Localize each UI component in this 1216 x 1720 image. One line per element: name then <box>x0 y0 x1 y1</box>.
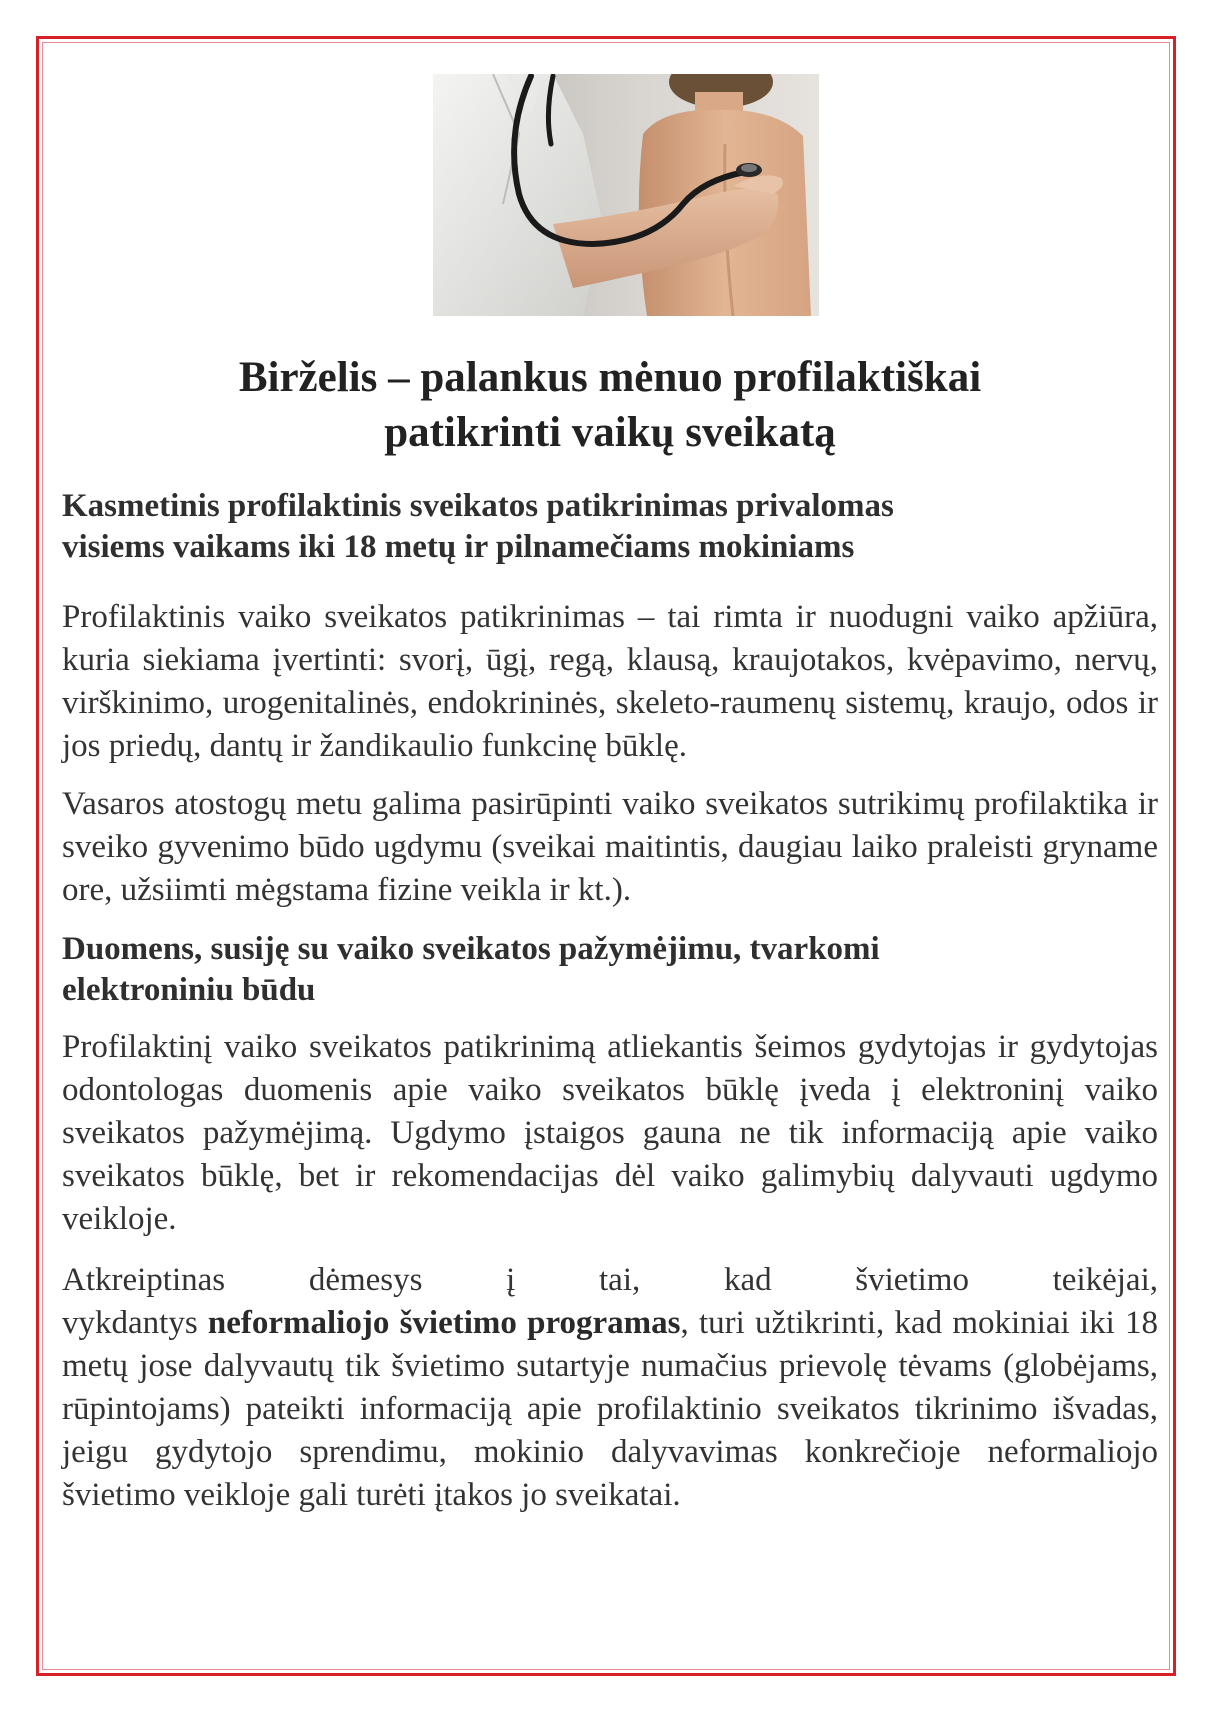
paragraph-notice-line1: Atkreiptinas dėmesys į tai, kad švietimo teikėjai, <box>62 1262 1158 1298</box>
paragraph-summer-prevention: Vasaros atostogų metu galima pasirūpinti vaiko sveikatos sutrikimų profilaktika ir sveiko gyvenimo būdo ugdymu (sveikai maitintis, daugiau laiko praleisti gryname ore, užsiimti mėgstama fizine veikla ir kt.). <box>62 786 1158 908</box>
paragraph-nonformal-part2: , turi užtikrinti, kad mokiniai iki 18 metų jose dalyvautų tik švietimo sutartyje numačius prievolę tėvams (globėjams, rūpintojams) pateikti informaciją apie profilaktinio sveikatos tikrinimo išvadas, jeigu gydytojo sprendimu, mokinio dalyvavimas konkrečioje neformaliojo švietimo veikloje gali turėti įtakos jo sveikatai. <box>62 1305 1158 1513</box>
paragraph-electronic-certificate: Profilaktinį vaiko sveikatos patikrinimą atliekantis šeimos gydytojas ir gydytojas odontologas duomenis apie vaiko sveikatos būklę įveda į elektroninį vaiko sveikatos pažymėjimą. Ugdymo įstaigos gauna ne tik informaciją apie vaiko sveikatos būklę, bet ir rekomendacijas dėl vaiko galimybių dalyvauti ugdymo veikloje. <box>62 1029 1158 1237</box>
document-content <box>62 74 1158 1517</box>
nonformal-programs-emphasis: neformaliojo švietimo programas <box>207 1305 681 1341</box>
paragraph-nonformal-part1: vykdantys <box>62 1305 208 1341</box>
section-heading-1 <box>62 486 1158 568</box>
section-heading-2-line2: elektroniniu būdu <box>62 972 316 1008</box>
paragraph-checkup-definition: Profilaktinis vaiko sveikatos patikrinimas – tai rimta ir nuodugni vaiko apžiūra, kuria siekiama įvertinti: svorį, ūgį, regą, klausą, kraujotakos, kvėpavimo, nervų, virškinimo, urogenitalinės, endokrininės, skeleto-raumenų sistemų, kraujo, odos ir jos priedų, dantų ir žandikaulio funkcinę būklę. <box>62 599 1158 764</box>
paragraph-nonformal-education <box>62 1302 1158 1517</box>
doctor-stethoscope-child-photo <box>433 74 819 316</box>
page-title-line1: Birželis – palankus mėnuo profilaktiškai <box>238 354 982 401</box>
section-heading-1-line1: Kasmetinis profilaktinis sveikatos patikrinimas privalomas <box>62 488 894 524</box>
section-heading-2 <box>62 929 1158 1011</box>
section-heading-2-line1: Duomens, susiję su vaiko sveikatos pažymėjimu, tvarkomi <box>62 931 880 967</box>
section-heading-1-line2: visiems vaikams iki 18 metų ir pilnamečiams mokiniams <box>62 529 855 565</box>
page-title-line2: patikrinti vaikų sveikatą <box>384 409 836 456</box>
page-title <box>62 350 1158 460</box>
